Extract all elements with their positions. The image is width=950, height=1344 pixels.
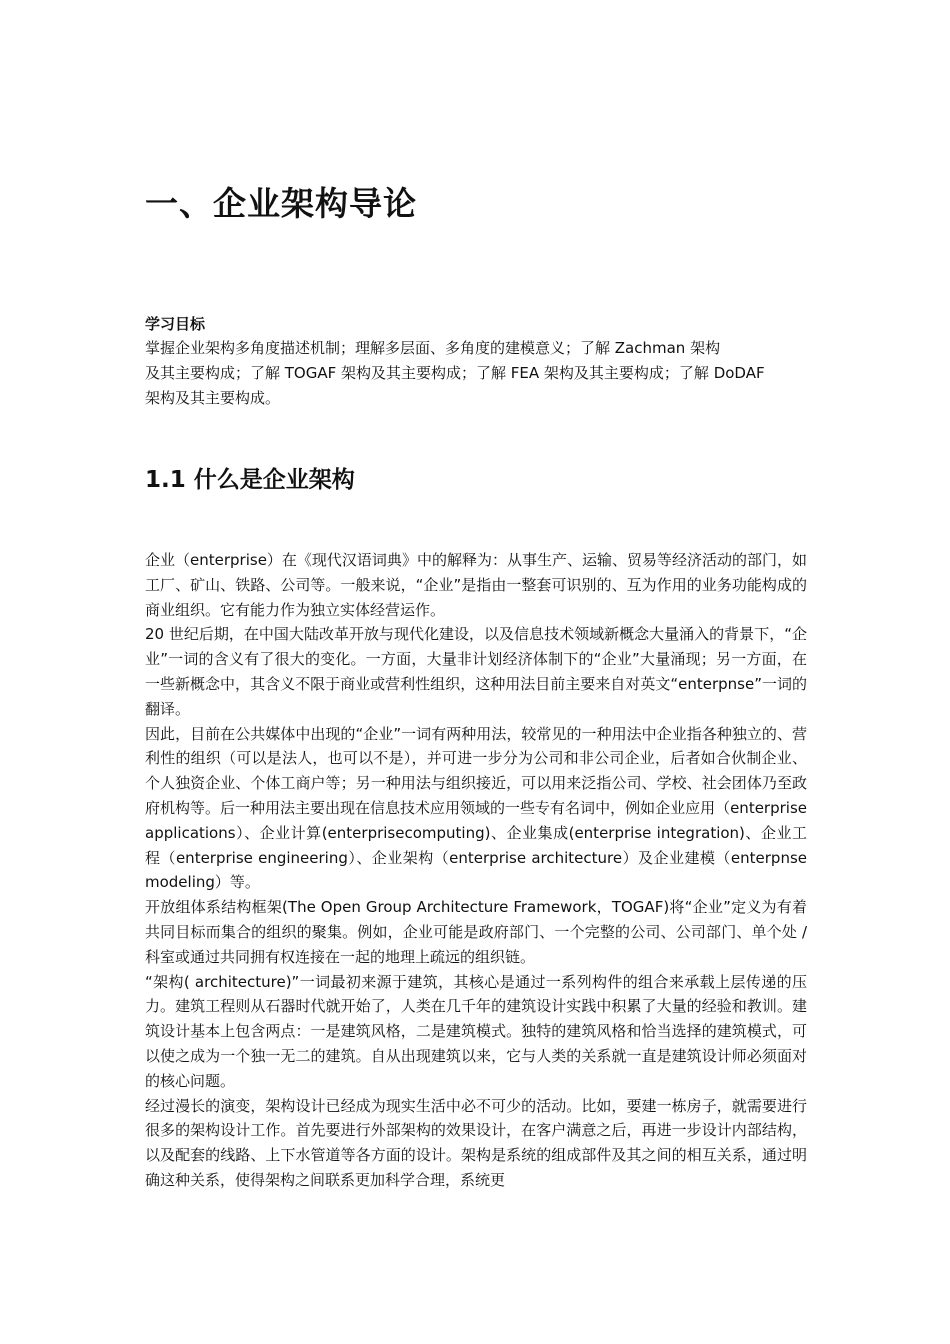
- objectives-heading: 学习目标: [145, 315, 206, 333]
- paragraph-enterprise-history: 20 世纪后期，在中国大陆改革开放与现代化建设，以及信息技术领域新概念大量涌入的背景下，“企业”一词的含义有了很大的变化。一方面，大量非计划经济体制下的“企业”大量涌现；另一方面，在一些新概念中，其含义不限于商业或营利性组织，这种用法目前主要来自对英文“enterpnse”一词的翻译。: [145, 625, 807, 718]
- chapter-title: 一、企业架构导论: [145, 184, 417, 223]
- paragraph-enterprise-definition: 企业（enterprise）在《现代汉语词典》中的解释为：从事生产、运输、贸易等经济活动的部门，如工厂、矿山、铁路、公司等。一般来说，“企业”是指由一整套可识别的、互为作用的业务功能构成的商业组织。它有能力作为独立实体经营运作。: [145, 551, 807, 619]
- objectives-line: 及其主要构成；了解 TOGAF 架构及其主要构成；了解 FEA 架构及其主要构成；了解 DoDAF: [145, 364, 765, 382]
- paragraph-togaf-definition: 开放组体系结构框架(The Open Group Architecture Framework，TOGAF)将“企业”定义为有着共同目标而集合的组织的聚集。例如，企业可能是政府部门、一个完整的公司、公司部门、单个处 / 科室或通过共同拥有权连接在一起的地理上疏远的组织链。: [145, 898, 807, 966]
- section-title: 1.1 什么是企业架构: [145, 467, 355, 493]
- section-body: [145, 548, 807, 1218]
- paragraph-architecture-design: 经过漫长的演变，架构设计已经成为现实生活中必不可少的活动。比如，要建一栋房子，就需要进行很多的架构设计工作。首先要进行外部架构的效果设计，在客户满意之后，再进一步设计内部结构，以及配套的线路、上下水管道等各方面的设计。架构是系统的组成部件及其之间的相互关系，通过明确这种关系，使得架构之间联系更加科学合理，系统更: [145, 1096, 807, 1189]
- paragraph-enterprise-usage: 因此，目前在公共媒体中出现的“企业”一词有两种用法，较常见的一种用法中企业指各种独立的、营利性的组织（可以是法人，也可以不是），并可进一步分为公司和非公司企业，后者如合伙制企业、个人独资企业、个体工商户等；另一种用法与组织接近，可以用来泛指公司、学校、社会团体乃至政府机构等。后一种用法主要出现在信息技术应用领域的一些专有名词中，例如企业应用（enterprise applications）、企业计算(enterprisecomputing)、企业集成(enterprise integration)、企业工程（enterprise engineering）、企业架构（enterprise architecture）及企业建模（enterpnse modeling）等。: [145, 724, 807, 892]
- objectives-line: 架构及其主要构成。: [145, 389, 281, 407]
- objectives-line: 掌握企业架构多角度描述机制；理解多层面、多角度的建模意义；了解 Zachman 架构: [145, 339, 721, 357]
- paragraph-architecture-origin: “架构( architecture)”一词最初来源于建筑，其核心是通过一系列构件的组合来承载上层传递的压力。建筑工程则从石器时代就开始了，人类在几千年的建筑设计实践中积累了大量的经验和教训。建筑设计基本上包含两点：一是建筑风格，二是建筑模式。独特的建筑风格和恰当选择的建筑模式，可以使之成为一个独一无二的建筑。自从出现建筑以来，它与人类的关系就一直是建筑设计师必须面对的核心问题。: [145, 972, 807, 1090]
- learning-objectives: [145, 312, 807, 411]
- objectives-text: [145, 336, 807, 411]
